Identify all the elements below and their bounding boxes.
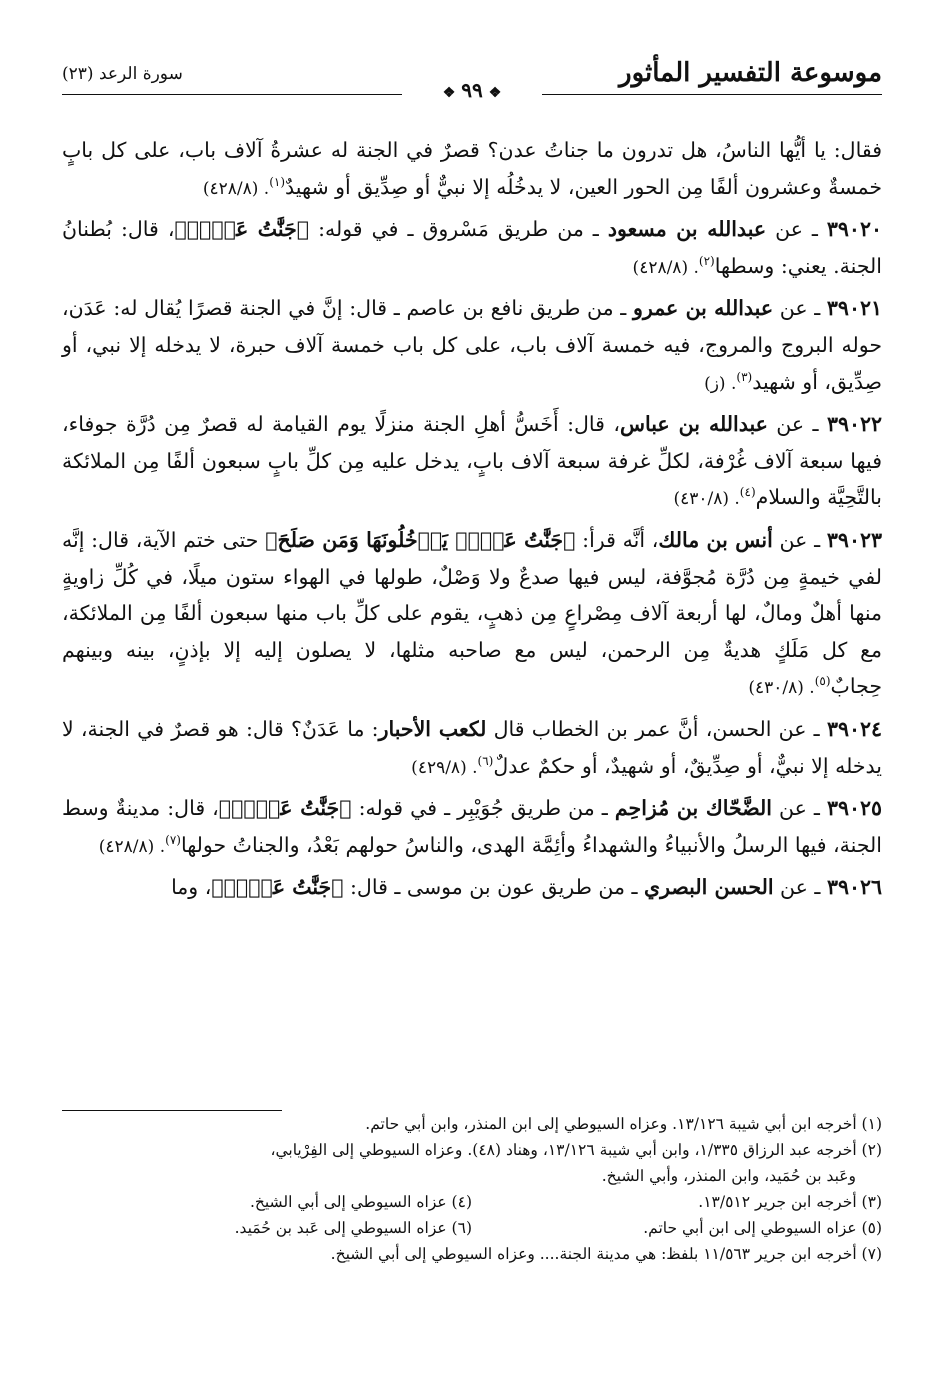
hadith-entry: ٣٩٠٢٦ ـ عن الحسن البصري ـ من طريق عون بن موسى ـ قال: ﴿جَنَّٰتُ عَدۡنٖ﴾، وما — [171, 875, 882, 900]
entry-number: ٣٩٠٢٠ — [826, 217, 882, 242]
hadith-entry: ٣٩٠٢١ ـ عن عبدالله بن عمرو ـ من طريق نافع بن عاصم ـ قال: إنَّ في الجنة قصرًا يُقال له: عَدَن، حوله البروج والمروج، فيه خمسة آلاف باب، على كل باب خمسة آلاف حبرة، لا يدخله إلا نبي، أو صِدِّيق، أو شهيد$^{(٣)}$. (ز) — [62, 296, 882, 394]
entry-number: ٣٩٠٢٢ — [826, 412, 882, 437]
volume-ref: . (٤٢٨/٨) — [202, 178, 270, 199]
entry-number: ٣٩٠٢٤ — [826, 716, 882, 741]
hadith-entry: ٣٩٠٢٠ ـ عن عبدالله بن مسعود ـ من طريق مَسْروق ـ في قوله: ﴿جَنَّٰتُ عَدۡنٖ﴾، قال: بُطنانُ الجنة. يعني: وسطها$^{(٢)}$. (٤٢٨/٨) — [62, 217, 882, 278]
hadith-entry: ٣٩٠٢٤ ـ عن الحسن، أنَّ عمر بن الخطاب قال لكعب الأحبار: ما عَدَنٌ؟ قال: هو قصرٌ في الجنة، لا يدخله إلا نبيٌّ، أو صِدِّيقٌ، أو شهيدٌ، أو حكمٌ عدلٌ$^{(٦)}$. (٤٢٩/٨) — [62, 716, 882, 778]
narrator-name: لكعب الأحبار — [378, 716, 487, 741]
footnote-row — [62, 1215, 882, 1241]
surah-label: سورة الرعد (٢٣) — [62, 64, 183, 84]
entry-number: ٣٩٠٢٥ — [826, 796, 883, 821]
footnote: (٤) عزاه السيوطي إلى أبي الشيخ. — [249, 1193, 472, 1211]
book-page — [62, 52, 883, 1263]
quran-quote: ﴿جَنَّٰتُ عَدۡنٖ﴾ — [174, 217, 310, 242]
footnote-marker: (٦) — [477, 753, 494, 768]
footnote-marker: (٢) — [698, 253, 715, 268]
entry-number: ٣٩٠٢٣ — [826, 527, 882, 552]
entry-number: ٣٩٠٢٦ — [826, 875, 882, 900]
narrator-name: الحسن البصري — [644, 875, 774, 900]
volume-ref: . (٤٢٨/٨) — [632, 257, 699, 278]
footnote-marker: (٤) — [739, 485, 756, 500]
page-number — [429, 78, 516, 102]
intro-paragraph: فقال: يا أيُّها الناسُ، هل تدرون ما جناتُ عدن؟ قصرٌ في الجنة له عشرةُ آلاف باب، على كل بابٍ خمسةٌ وعشرون ألفًا مِن الحور العين، لا يدخُلُه إلا نبيٌّ أو صِدِّيق أو شهيدٌ$^{(١)}$. (٤٢٨/٨) — [62, 138, 882, 199]
page-number-value: ٩٩ — [461, 78, 483, 102]
narrator-name: عبدالله بن عباس — [619, 412, 768, 437]
volume-ref: . (٤٢٩/٨) — [411, 757, 478, 778]
footnote: (٣) أخرجه ابن جرير ١٣/٥١٢. — [698, 1193, 882, 1211]
hadith-entry: ٣٩٠٢٥ ـ عن الضَّحّاك بن مُزاحِم ـ من طريق جُوَيْبِر ـ في قوله: ﴿جَنَّٰتُ عَدۡنٖ﴾، قال: مدينةٌ وسط الجنة، فيها الرسلُ والأنبياءُ والشهداءُ وأئِمَّة الهدى، والناسُ حولهم بَعْدُ، والجناتُ حولها$^{(٧)}$. (٤٢٨/٨) — [62, 796, 883, 857]
main-text — [62, 132, 882, 906]
book-title: موسوعة التفسير المأثور — [619, 58, 882, 88]
footnote-marker: (٧) — [165, 832, 181, 847]
entry-number: ٣٩٠٢١ — [826, 296, 882, 321]
page-header — [62, 52, 882, 104]
footnote: (٢) أخرجه عبد الرزاق ١/٣٣٥، وابن أبي شيبة ١٣/١٢٦، وهناد (٤٨). وعزاه السيوطي إلى الفِرْيابي، — [270, 1141, 882, 1159]
narrator-name: عبدالله بن مسعود — [607, 217, 767, 242]
footnote-continuation: وعَبد بن حُمَيد، وابن المنذر، وأبي الشيخ. — [601, 1167, 856, 1185]
footnote-marker: (٥) — [814, 674, 831, 689]
quran-quote: ﴿جَنَّٰتُ عَدۡنٖ يَدۡخُلُونَهَا وَمَن صَلَحَ﴾ — [265, 527, 576, 552]
quran-quote: ﴿جَنَّٰتُ عَدۡنٖ﴾ — [218, 796, 352, 821]
narrator-name: الضَّحّاك بن مُزاحِم — [614, 796, 772, 821]
footnote-marker: (٣) — [736, 369, 753, 384]
hadith-entry: ٣٩٠٢٢ ـ عن عبدالله بن عباس، قال: أَخَسُّ أهلِ الجنة منزلًا يوم القيامة له قصرٌ مِن دُرَّة جوفاء، فيها سبعة آلاف غُرْفة، لكلِّ غرفة سبعة آلاف بابٍ، يدخل عليه مِن كلِّ بابٍ سبعون ألفًا مِن الملائكة بالتَّحِيَّة والسلام$^{(٤)}$. (٤٣٠/٨) — [62, 412, 882, 510]
footnote: (٦) عزاه السيوطي إلى عَبد بن حُمَيد. — [234, 1219, 472, 1237]
footnote-separator — [62, 1110, 282, 1111]
header-rule-right — [542, 94, 882, 95]
quran-quote: ﴿جَنَّٰتُ عَدۡنٖ﴾ — [211, 875, 344, 900]
footnote-marker: (١) — [269, 174, 286, 189]
footnote-row — [62, 1189, 882, 1215]
footnote: (٧) أخرجه ابن جرير ١١/٥٦٣ بلفظ: هي مدينة الجنة.... وعزاه السيوطي إلى أبي الشيخ. — [330, 1245, 882, 1263]
header-rule-left — [62, 94, 402, 95]
narrator-name: أنس بن مالك — [658, 527, 773, 552]
volume-ref: . (ز) — [704, 373, 737, 394]
volume-ref: . (٤٢٨/٨) — [98, 836, 166, 857]
footnotes-section — [62, 1110, 882, 1267]
volume-ref: . (٤٣٠/٨) — [748, 678, 815, 699]
footnote: (٥) عزاه السيوطي إلى ابن أبي حاتم. — [643, 1219, 882, 1237]
footnote: (١) أخرجه ابن أبي شيبة ١٣/١٢٦. وعزاه السيوطي إلى ابن المنذر، وابن أبي حاتم. — [365, 1115, 882, 1133]
ornament-icon: ❖ — [488, 85, 502, 101]
ornament-icon: ❖ — [442, 85, 456, 101]
hadith-entry: ٣٩٠٢٣ ـ عن أنس بن مالك، أنَّه قرأ: ﴿جَنَّٰتُ عَدۡنٖ يَدۡخُلُونَهَا وَمَن صَلَحَ﴾ حتى ختم الآية، قال: إنَّه لفي خيمةٍ مِن دُرَّة مُجوَّفة، ليس فيها صدعٌ ولا وَصْلٌ، طولها في الهواء ستون ميلًا، في كُلِّ زاويةٍ منها أهلٌ ومالٌ، لها أربعة آلاف مِصْراعٍ مِن ذهبٍ، يقوم على كلِّ باب منها سبعون ألفًا مِن الملائكة، مع كل مَلَكٍ هديةٌ مِن الرحمن، ليس مع صاحبه مثلها، لا يصلون إليه إلا بإذنٍ، بينه وبينهم حِجابٌ$^{(٥)}$. (٤٣٠/٨) — [62, 527, 882, 699]
volume-ref: . (٤٣٠/٨) — [673, 489, 740, 510]
narrator-name: عبدالله بن عمرو — [632, 296, 774, 321]
